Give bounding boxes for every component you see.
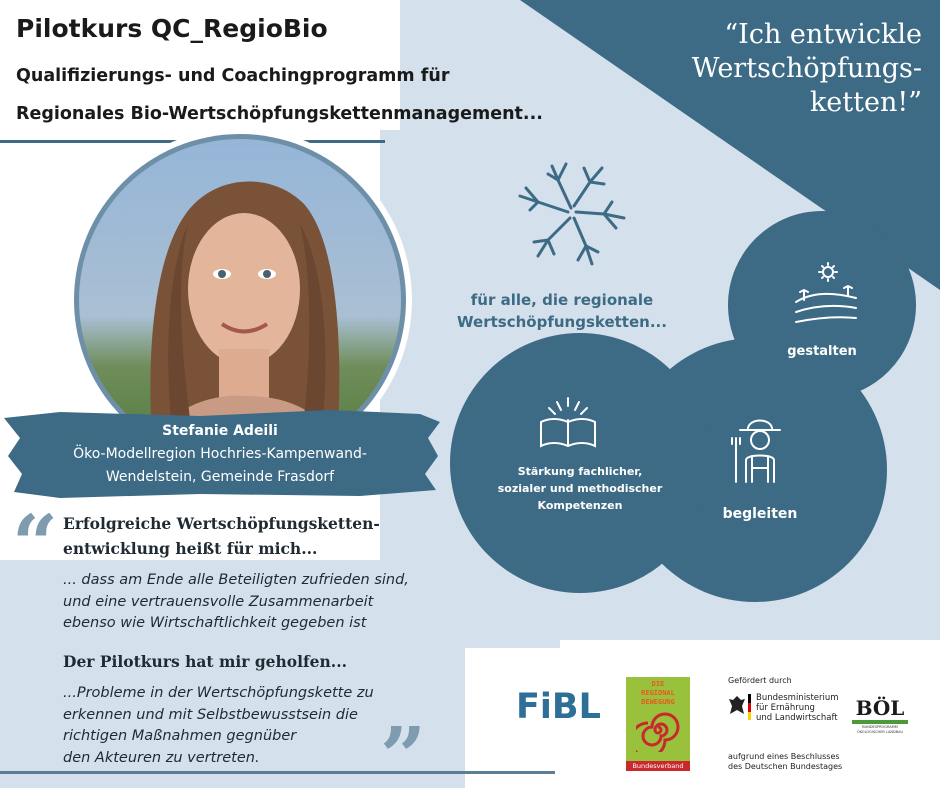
quote-line-1: “Ich entwickle xyxy=(724,19,922,50)
testimonial-text-2 xyxy=(63,683,374,769)
testimonial-heading-1 xyxy=(63,511,380,561)
page-title: Pilotkurs QC_RegioBio xyxy=(16,14,328,43)
intro-text xyxy=(442,289,682,333)
testimonial-text-1 xyxy=(63,570,409,635)
regional-footer: Bundesverband xyxy=(626,761,690,771)
quote-line-2: Wertschöpfungs- xyxy=(691,53,922,84)
quote-line-3: ketten!” xyxy=(809,87,922,118)
gefoerdert-label: Gefördert durch xyxy=(728,676,792,685)
intro-line-2: Wertschöpfungsketten... xyxy=(457,313,667,331)
eagle-icon xyxy=(728,694,746,718)
beschluss-line-2: des Deutschen Bundestages xyxy=(728,762,843,771)
heading1-line-2: entwicklung heißt für mich... xyxy=(63,539,318,558)
boel-logo xyxy=(852,697,908,735)
bmel-line-3: und Landwirtschaft xyxy=(756,713,838,723)
regional-line-2: REGIONAL xyxy=(641,689,675,697)
text2-line-4: den Akteuren zu vertreten. xyxy=(63,749,260,766)
flag-bar xyxy=(748,694,751,720)
text2-line-3: richtigen Maßnahmen gegnüber xyxy=(63,728,297,744)
bubble-staerkung xyxy=(476,463,684,514)
person-name: Stefanie Adeili xyxy=(162,423,278,439)
open-quote-icon: “ xyxy=(12,497,59,591)
beschluss-text xyxy=(728,752,842,772)
intro-line-1: für alle, die regionale xyxy=(470,291,654,309)
landscape-icon xyxy=(792,262,860,328)
text1-line-2: und eine vertrauensvolle Zusammenarbeit xyxy=(63,593,374,610)
bubble-gestalten: gestalten xyxy=(787,344,857,359)
text1-line-3: ebenso wie Wirtschaftlichkeit gegeben ist xyxy=(63,615,367,631)
person-org-line-1: Öko-Modellregion Hochries-Kampenwand- xyxy=(73,446,367,462)
bmel-line-1: Bundesministerium xyxy=(756,693,839,703)
close-quote-icon: ” xyxy=(380,709,427,803)
regional-bewegung-logo xyxy=(626,677,690,771)
text1-line-1: ... dass am Ende alle Beteiligten zufrieden sind, xyxy=(63,572,409,588)
hands-together-icon xyxy=(508,160,634,272)
person-info xyxy=(10,420,430,489)
fibl-logo: FiBL xyxy=(516,687,601,727)
staerkung-line-1: Stärkung fachlicher, xyxy=(517,465,643,478)
subtitle-line-1: Qualifizierungs- und Coachingprogramm für xyxy=(16,66,450,86)
spiral-icon xyxy=(636,708,680,752)
text2-line-1: ...Probleme in der Wertschöpfungskette zu xyxy=(63,685,374,701)
boel-label: BÖL xyxy=(855,696,905,720)
farmer-icon xyxy=(728,416,792,486)
text2-line-2: erkennen und mit Selbstbewusstsein die xyxy=(63,706,358,723)
regional-line-3: BEWEGUNG xyxy=(641,698,675,706)
bmel-text xyxy=(756,693,839,723)
beschluss-line-1: aufgrund eines Beschlusses xyxy=(728,752,840,761)
headline-quote xyxy=(592,18,922,120)
boel-sub-2: ÖKOLOGISCHER LANDBAU xyxy=(856,730,904,734)
bubble-begleiten: begleiten xyxy=(722,506,798,522)
boel-sub-1: BUNDESPROGRAMM xyxy=(862,725,898,729)
open-book-icon xyxy=(537,394,599,452)
staerkung-line-2: sozialer und methodischer xyxy=(497,482,663,495)
person-org-line-2: Wendelstein, Gemeinde Frasdorf xyxy=(105,469,335,485)
bmel-line-2: für Ernährung xyxy=(756,703,815,713)
staerkung-line-3: Kompetenzen xyxy=(537,499,623,512)
heading1-line-1: Erfolgreiche Wertschöpfungsketten- xyxy=(63,514,380,533)
subtitle-line-2: Regionales Bio-Wertschöpfungskettenmanagement... xyxy=(16,104,543,124)
regional-line-1: DIE xyxy=(651,680,665,688)
testimonial-heading-2: Der Pilotkurs hat mir geholfen... xyxy=(63,652,347,671)
